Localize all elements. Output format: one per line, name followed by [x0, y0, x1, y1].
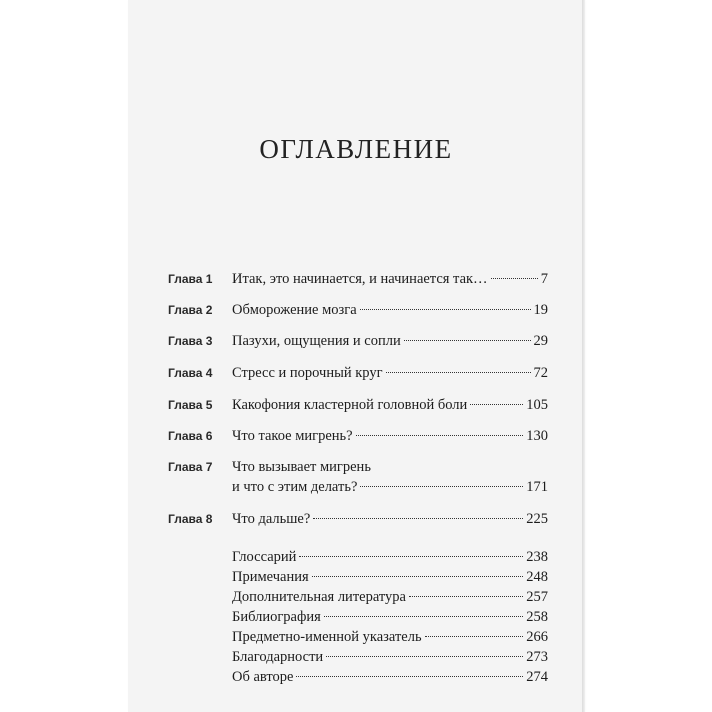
toc-chapter-row: [168, 508, 548, 530]
dot-leader: [360, 309, 531, 310]
page-number: 19: [533, 302, 548, 318]
page-edge: [582, 0, 585, 712]
toc-chapter-row: [168, 299, 548, 321]
entry-title: Итак, это начинается, и начинается так…: [232, 271, 488, 287]
page-number: 72: [533, 365, 548, 381]
chapter-label: Глава 1: [168, 272, 213, 286]
dot-leader: [299, 556, 523, 557]
page-number: 248: [526, 569, 548, 585]
toc-entry: [232, 606, 548, 628]
chapter-label: Глава 2: [168, 303, 213, 317]
dot-leader: [409, 596, 523, 597]
entry-title: Примечания: [232, 569, 309, 585]
toc-chapter-row: [168, 330, 548, 352]
entry-title: Библиография: [232, 609, 321, 625]
page-number: 273: [526, 649, 548, 665]
page-number: 105: [526, 397, 548, 413]
toc-entry: [232, 330, 548, 352]
entry-title: и что с этим делать?: [232, 479, 358, 495]
dot-leader: [404, 340, 531, 341]
toc-entry: [232, 666, 548, 688]
page-number: 130: [526, 428, 548, 444]
toc-chapter-row: [168, 268, 548, 290]
entry-title: Пазухи, ощущения и сопли: [232, 333, 401, 349]
page-number: 171: [526, 479, 548, 495]
page-number: 257: [526, 589, 548, 605]
toc-backmatter-row: [168, 626, 548, 648]
entry-title: Предметно-именной указатель: [232, 629, 422, 645]
entry-title: Дополнительная литература: [232, 589, 406, 605]
toc-entry: [232, 508, 548, 530]
toc-chapter-row: [168, 456, 548, 478]
entry-title: Глоссарий: [232, 549, 297, 565]
entry-title: Какофония кластерной головной боли: [232, 397, 468, 413]
page-number: 225: [526, 511, 548, 527]
page-number: 238: [526, 549, 548, 565]
toc-entry: [232, 626, 548, 648]
dot-leader: [326, 656, 523, 657]
entry-title: Стресс и порочный круг: [232, 365, 383, 381]
chapter-label: Глава 6: [168, 429, 213, 443]
toc-backmatter-row: [168, 546, 548, 568]
page-number: 274: [526, 669, 548, 685]
chapter-label: Глава 5: [168, 398, 213, 412]
toc-entry: [232, 586, 548, 608]
toc-chapter-row: [168, 425, 548, 447]
toc-entry: [232, 362, 548, 384]
toc-chapter-row-continued: [168, 476, 548, 498]
toc-backmatter-row: [168, 646, 548, 668]
dot-leader: [313, 518, 523, 519]
toc-chapter-row: [168, 394, 548, 416]
toc-entry: [232, 268, 548, 290]
dot-leader: [356, 435, 524, 436]
chapter-label: Глава 8: [168, 512, 213, 526]
toc-backmatter-row: [168, 666, 548, 688]
dot-leader: [491, 278, 538, 279]
dot-leader: [324, 616, 523, 617]
toc-entry: [232, 299, 548, 321]
chapter-label: Глава 7: [168, 460, 213, 474]
chapter-label: Глава 3: [168, 334, 213, 348]
toc-entry: [232, 394, 548, 416]
dot-leader: [425, 636, 524, 637]
page-number: 258: [526, 609, 548, 625]
toc-chapter-row: [168, 362, 548, 384]
chapter-label: Глава 4: [168, 366, 213, 380]
entry-title-line1: Что вызывает мигрень: [232, 459, 371, 475]
page-number: 29: [533, 333, 548, 349]
toc-entry: [232, 566, 548, 588]
dot-leader: [386, 372, 531, 373]
toc-backmatter-row: [168, 586, 548, 608]
entry-title: Что такое мигрень?: [232, 428, 353, 444]
dot-leader: [470, 404, 523, 405]
dot-leader: [296, 676, 523, 677]
dot-leader: [312, 576, 524, 577]
toc-backmatter-row: [168, 606, 548, 628]
entry-title: Благодарности: [232, 649, 324, 665]
page-number: 7: [540, 271, 548, 287]
toc-title: ОГЛАВЛЕНИЕ: [259, 134, 453, 164]
entry-title: Что дальше?: [232, 511, 311, 527]
toc-entry: [232, 546, 548, 568]
toc-entry: [232, 425, 548, 447]
dot-leader: [360, 486, 523, 487]
entry-title: Обморожение мозга: [232, 302, 357, 318]
toc-entry: [232, 476, 548, 498]
toc-entry: [232, 646, 548, 668]
entry-title: Об авторе: [232, 669, 294, 685]
page-number: 266: [526, 629, 548, 645]
toc-backmatter-row: [168, 566, 548, 588]
